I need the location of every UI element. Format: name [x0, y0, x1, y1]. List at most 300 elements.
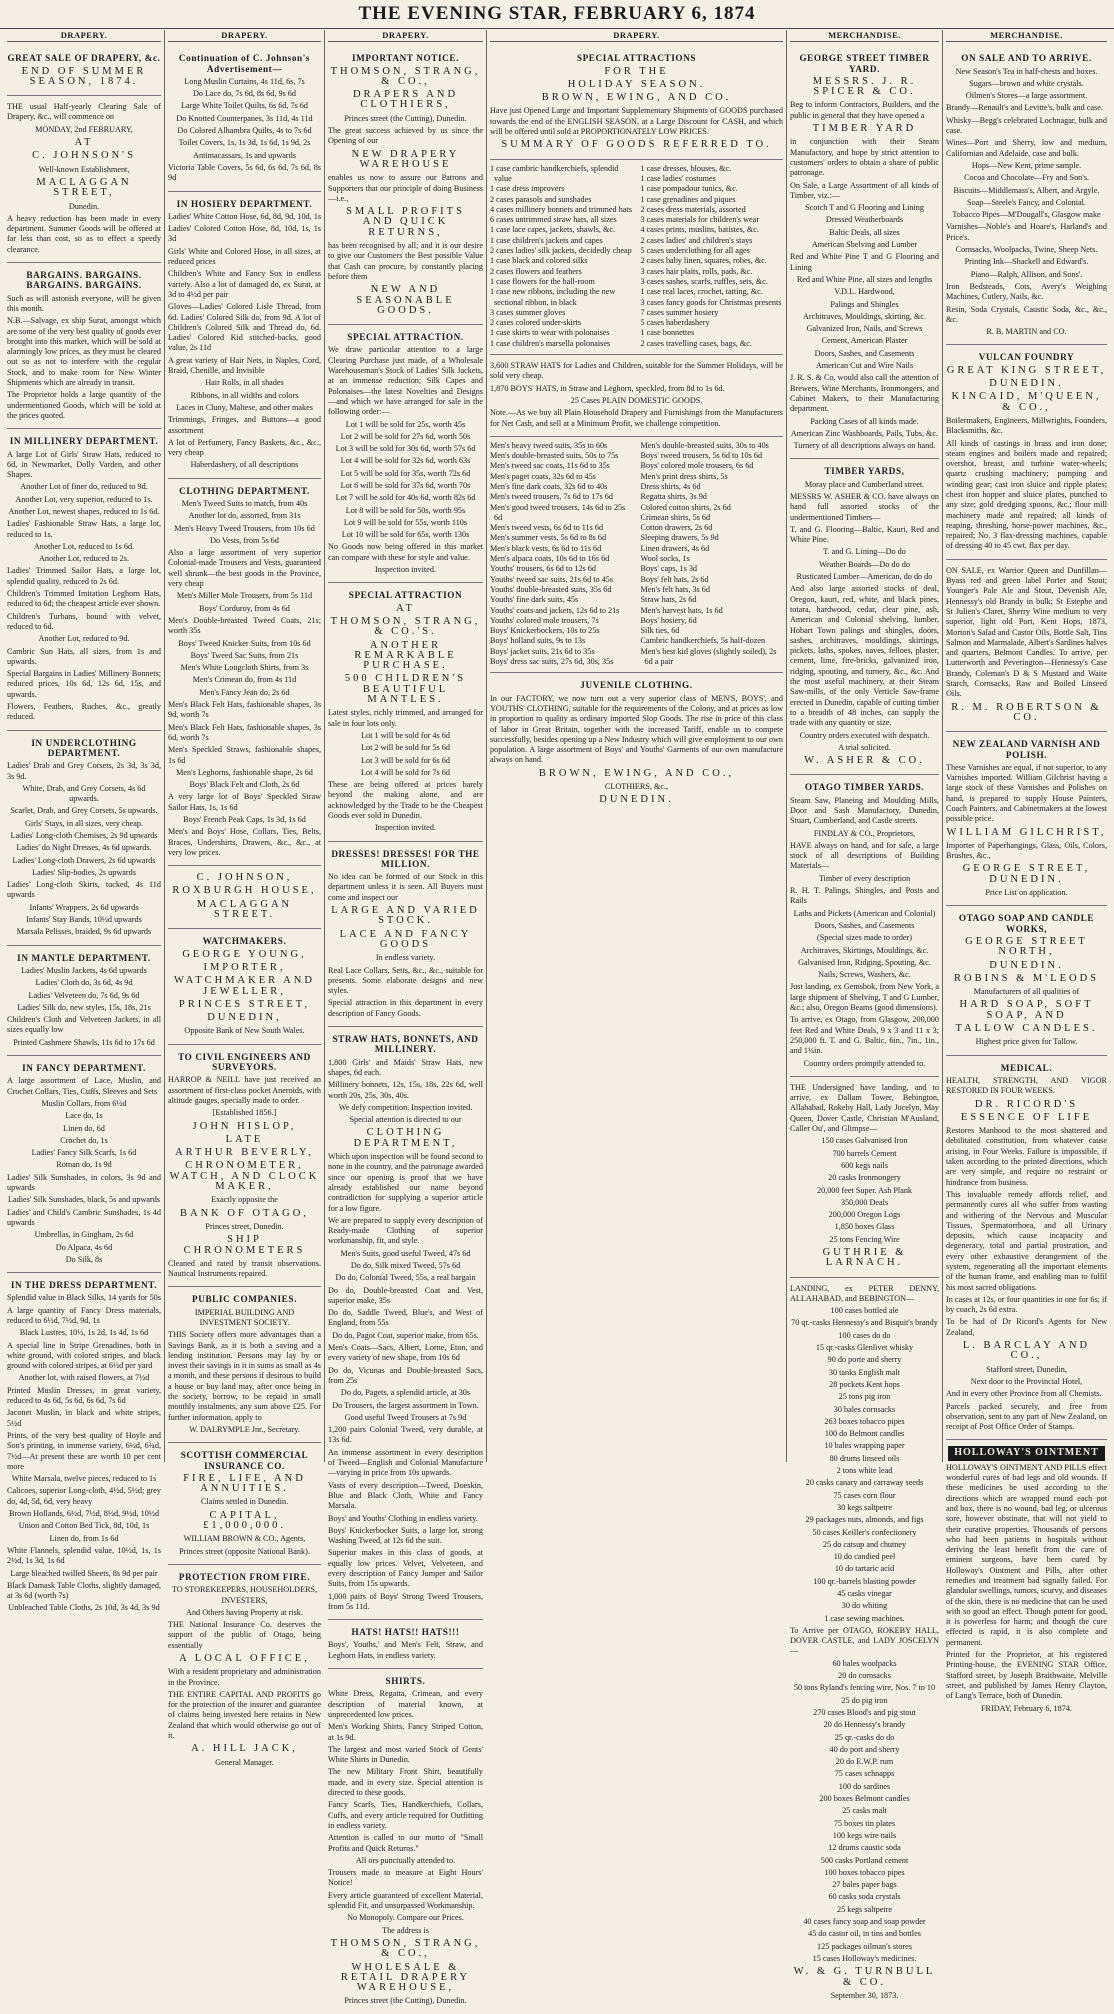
ad-line: 25 do pig iron — [841, 1695, 888, 1705]
ad-line: Ladies' do Night Dresses, 4s 6d upwards. — [16, 843, 152, 853]
ad-line: N.B.—Salvage, ex ship Surat, amongst which are some of the very best quality of goods ever brought into this market, which will be sold at alarmingly low prices, as they must be cleared out so as not to interfere with the regular Stock, and to make room for New Winter Shipments which are already in transit. — [7, 316, 161, 388]
ad-line: Boys' Knickerbockers, 10s to 25s — [490, 626, 600, 636]
ad-line: In our FACTORY, we now turn out a very superior class of MEN'S, BOYS', and YOUTHS' CLOTHING, suitable for the requirements of the Colony, and at prices as low in proportion to quality as ordinary imported Slop Goods. The rise in price of this class of labor in Great Britain, together with the increased Tariff, enable us to compete successfully, besides opening up a New Industry which will give employment to our own population. A large assortment of Boys' and Youths' Garments of our own manufacture always on hand. — [490, 693, 783, 765]
ad-line: Lace do, 1s — [65, 1111, 103, 1121]
ad-title: MEDICAL. — [1000, 1062, 1053, 1073]
ad-line: Such as will astonish everyone, will be given this month. — [7, 293, 161, 313]
ad-line: Men's alpaca coats, 10s 6d to 16s 6d — [490, 554, 610, 564]
ad-line: 45 casks vinegar — [837, 1589, 892, 1598]
ad-line: THE Undersigned have landing, and to arrive, ex Dallam Tower, Bebington, Allahabad, Rokeby Hall, Lady Jocelyn, May Queen, Dover Castle, Christian M'Ausland, Caller Ou', and Glimpse— — [790, 1082, 939, 1134]
advertisement — [790, 1077, 939, 1278]
ad-line: Ladies' Fancy Silk Scarfs, 1s 6d — [31, 1148, 137, 1158]
ad-line: 1 case lace capes, jackets, shawls, &c. — [490, 225, 616, 235]
ad-line: R. M. ROBERTSON & CO. — [951, 701, 1102, 723]
ad-line: 1,000 pairs of Boys' Strong Tweed Trousers, from 5s 11d. — [328, 1591, 483, 1611]
ad-line: 60 bales woolpacks — [832, 1658, 897, 1668]
ad-line: Moray place and Cumberland street. — [804, 479, 925, 489]
ad-line: 80 drums linseed oils — [829, 1453, 900, 1463]
ad-list — [490, 441, 783, 668]
ad-line: Printing Ink—Shackell and Edward's. — [964, 257, 1089, 267]
ad-line: R. B. MARTIN and CO. — [986, 327, 1067, 337]
ad-line: Haberdashery, of all descriptions — [190, 460, 299, 470]
ad-line: HAVE always on hand, and for sale, a large stock of all descriptions of Building Materials— — [790, 840, 939, 871]
ad-line: Attention is called to our motto of "Small Profits and Quick Returns." — [328, 1833, 483, 1853]
ad-line: JOHN HISLOP, — [192, 1120, 297, 1132]
ad-line: 1,800 Girls' and Maids' Straw Hats, new shapes, 6d each. — [328, 1057, 483, 1077]
ad-line: Children's Trimmed Imitation Leghorn Hats, reduced to 6d; the cheapest article ever shown. — [7, 589, 161, 609]
ad-line: 2 cases baby linen, squares, robes, &c. — [640, 256, 767, 266]
column-4 — [486, 30, 786, 1462]
ad-line: Printed Muslin Dresses, in great variety, reduced to 4s 6d, 5s 6d, 6s 6d, 7s 6d — [7, 1385, 161, 1406]
ad-line: Ladies' Muslin Jackets, 4s 6d upwards — [21, 965, 147, 975]
ad-line: 200 boxes Belmont candles — [819, 1794, 910, 1804]
ad-line: Children's Cloth and Velveteen Jackets, in all sizes equally low — [7, 1015, 161, 1035]
ad-line: 500 casks Portland cement — [820, 1855, 909, 1865]
advertisement — [490, 673, 783, 813]
ad-line: A special line in Stripe Grenadines, both in white ground, with colored stripes, and black ground with colored stripes, at 6½d per yard — [7, 1340, 161, 1371]
advertisement — [946, 732, 1107, 906]
ad-line: Sleeping drawers, 5s 9d — [640, 533, 719, 543]
ad-line: Boilermakers, Engineers, Millwrights, Founders, Blacksmiths, &c. — [946, 415, 1107, 436]
ad-line: Ladies' Cloth do, 3s 6d, 4s 9d — [35, 978, 133, 988]
ad-line: MESSRS. J. R. SPICER & CO. — [812, 75, 917, 98]
advertisement — [946, 46, 1107, 345]
ad-title: BARGAINS. BARGAINS. BARGAINS. BARGAINS. — [26, 270, 142, 291]
ad-line: Lot 1 will be sold for 4s 6d — [361, 730, 450, 740]
ad-line: All ors punctually attended to. — [355, 1855, 456, 1865]
ad-line: SUMMARY OF GOODS REFERRED TO. — [501, 139, 772, 151]
ad-line: 100 cases do do — [838, 1330, 891, 1340]
advertisement — [946, 906, 1107, 1055]
ad-line: Cornsacks, Woolpacks, Twine, Sheep Nets. — [955, 245, 1098, 255]
masthead: THE EVENING STAR, FEBRUARY 6, 1874 — [0, 0, 1114, 29]
ad-line: Youths' double-breasted suits, 35s 6d — [490, 584, 612, 594]
advertisement — [168, 1443, 321, 1565]
ad-line: Vasts of every description—Tweed, Doeskin, Blue and Black Cloth, White and Fancy Marsala. — [328, 1480, 483, 1511]
ad-line: Sugars—brown and white crystals. — [969, 78, 1084, 88]
column-heading: MERCHANDISE. — [790, 30, 939, 42]
ad-line: Toilet Covers, 1s, 1s 3d, 1s 6d, 1s 9d, 2s — [178, 138, 311, 148]
ad-line: We draw particular attention to a large Clearing Purchase just made, of a Wholesale Warehouseman's Stock of Ladies' Silk Jackets, at an immense reduction; Silk Capes and Polonaises—the latest Novelties and Designs—and which we have arranged for sale in the following order:— — [328, 345, 483, 417]
ad-line: 25 qr.-casks do do — [834, 1732, 895, 1742]
ad-line: Ladies' Long-cloth Chemises, 2s 9d upwards — [10, 831, 158, 840]
ad-line: GEORGE YOUNG, — [182, 948, 307, 960]
ad-line: Dressed Weatherboards — [825, 215, 904, 225]
ad-line: 3 cases materials for children's wear — [640, 215, 760, 225]
ad-line: And Others having Property at risk. — [186, 1607, 303, 1617]
ad-line: Next door to the Provincial Hotel, — [970, 1376, 1083, 1386]
ad-line: Boys', Youths,' and Men's Felt, Straw, and Leghorn Hats, in endless variety. — [328, 1640, 483, 1660]
ad-line: In endless variety. — [375, 953, 436, 963]
ad-line: No Goods now being offered in this market can compare with these for style and value. — [328, 542, 483, 562]
ad-line: The largest and most varied Stock of Gents' White Shirts in Dunedin. — [328, 1744, 483, 1765]
ad-line: To arrive, ex Otago, from Glasgow, 200,000 feet Red and White Deals, 9 x 3 and 11 x 3; 250,000 ft. T. and G. Baltic, 6in., 7in., 1in., and 1¼in. — [790, 1015, 939, 1056]
advertisement — [790, 775, 939, 1076]
ad-line: Ladies' Silk do, new styles, 15s, 18s, 21s — [17, 1002, 151, 1012]
ad-line: We defy competition. Inspection invited. — [338, 1102, 473, 1112]
ad-line: A large quantity of Fancy Dress materials, reduced to 6½d, 7½d, 9d, 1s — [7, 1305, 161, 1325]
ad-line: Ladies' Silk Sunshades, black, 5s and upwards — [7, 1195, 160, 1205]
ad-line: Just landing, ex Gemsbok, from New York, a large shipment of Shelving, T and G Lumber, &c.; also, Oregon Beams (good dimensions). — [790, 982, 939, 1013]
ad-line: Ladies' Velveteen do, 7s 6d, 9s 6d — [28, 990, 140, 1000]
ad-line: Trimmings, Fringes, and Buttons—a good assortment — [168, 415, 321, 435]
ad-line: 2 tons white lead — [836, 1466, 893, 1476]
ad-line: THOMSON, STRANG, & CO.'S. — [330, 615, 481, 638]
ad-line: 15 cases Holloway's medicines. — [812, 1953, 917, 1963]
ad-line: W. DALRYMPLE Jnr., Secretary. — [189, 1424, 300, 1434]
ad-line: 5 cases haberdashery — [640, 318, 710, 328]
ad-line: New Season's Tea in half-chests and boxes. — [955, 66, 1098, 76]
ad-line: DRAPERS AND CLOTHIERS, — [352, 89, 459, 111]
ad-title: GEORGE STREET TIMBER YARD. — [799, 53, 930, 74]
ad-line: Boys' Black Felt and Cloth, 2s 6d — [189, 780, 300, 790]
ad-line: Men's White Longcloth Shirts, from 3s — [180, 663, 309, 673]
ad-title: ON SALE AND TO ARRIVE. — [961, 53, 1092, 64]
ad-line: Brandy—Renault's and Levitte's, bulk and case. — [946, 103, 1103, 113]
ad-line: 4 cases prints, muslins, batistes, &c. — [640, 225, 759, 235]
ad-line: W. ASHER & CO. — [804, 755, 925, 767]
ad-line: 20 casks Ironmongery — [828, 1173, 901, 1183]
ad-line: 75 boxes tin plates — [833, 1818, 896, 1828]
ad-line: 28 pockets Kent hops — [829, 1379, 900, 1389]
ad-line: C. JOHNSON'S — [32, 150, 136, 162]
ad-line: Dress shirts, 4s 6d — [640, 481, 701, 491]
ad-line: Palings and Shingles — [830, 299, 899, 309]
ad-line: To be had of Dr Ricord's Agents for New Zealand, — [946, 1317, 1107, 1337]
ad-title: CLOTHING DEPARTMENT. — [179, 485, 310, 496]
ad-line: Which upon inspection will be found second to none in the country, and the patronage awarded since our opening is proof that we have already established our name beyond contradiction for supplying a superior article for a low figure. — [328, 1152, 483, 1213]
ad-line: 25 Cases PLAIN DOMESTIC GOODS. — [570, 395, 703, 405]
ad-line: White Flannels, splendid value, 10½d, 1s, 1s 2½d, 1s 3d, 1s 6d — [7, 1545, 161, 1566]
ad-line: 20 do E.W.P. rum — [835, 1757, 894, 1767]
ad-line: 3,600 STRAW HATS for Ladies and Children, suitable for the Summer Holidays, will be sold very cheap. — [490, 361, 783, 381]
ad-line: Linen drawers, 4s 6d — [640, 543, 710, 553]
ad-line: Dunedin. — [68, 201, 100, 211]
ad-line: 2 cases flowers and feathers — [490, 266, 582, 276]
ad-line: Do do, Vicunas and Double-breasted Sacs, from 25s — [328, 1365, 483, 1385]
ad-line: Printed for the Proprietor, at his registered Printing-house, the EVENING STAR Office, Stafford street, by Joseph Braithwaite, Melville street, and published by James Henry Clayton, of Lang's Terrace, both of Dunedin. — [946, 1650, 1107, 1701]
ad-line: THE National Insurance Co. deserves the support of the public of Otago, being essentially — [168, 1620, 321, 1650]
ad-line: FINDLAY & CO., Proprietors, — [813, 828, 916, 838]
advertisement — [168, 479, 321, 867]
ad-title: SPECIAL ATTRACTION. — [347, 332, 464, 343]
ad-line: Lot 3 will be sold for 6s 6d — [361, 755, 450, 765]
ad-line: MESSRS W. ASHER & CO. have always on hand full assorted stocks of the undermentioned Timbers— — [790, 491, 939, 522]
ad-line: Biscuits—Middlemass's, Albert, and Argyle. — [953, 185, 1100, 195]
ad-line: TO STOREKEEPERS, HOUSEHOLDERS, INVESTERS, — [171, 1585, 318, 1605]
ad-line: HEALTH, STRENGTH, AND VIGOR RESTORED IN FOUR WEEKS. — [946, 1075, 1107, 1096]
ad-line: DUNEDIN. — [599, 794, 674, 806]
ad-line: Ladies' Long-cloth Skirts, tucked, 4s 11d upwards — [7, 880, 161, 900]
ad-line: Men's best kid gloves (slightly soiled), 2s 6d a pair — [640, 646, 777, 667]
ad-line: ROXBURGH HOUSE, — [172, 885, 317, 897]
ad-line: Have just Opened Large and Important Supplementary Shipments of GOODS purchased towards the end of the ENGLISH SEASON, at a Large Discount for CASH, and which will be offered until sold at PROPORTIONATELY LOW PRICES. — [490, 106, 783, 137]
advertisement — [946, 345, 1107, 559]
ad-line: 1 case children's jackets and capes — [490, 235, 603, 245]
ad-line: Lot 1 will be sold for 25s, worth 45s — [345, 419, 466, 429]
ad-line: 75 cases schnapps — [834, 1769, 895, 1779]
ad-line: Lot 2 will be sold for 27s 6d, worth 50s — [340, 431, 471, 441]
ad-line: SHIP CHRONOMETERS — [183, 1234, 306, 1256]
ad-line: Princes street (opposite National Bank). — [179, 1546, 310, 1556]
advertisement — [328, 583, 483, 841]
ad-line: 25 casks malt — [842, 1806, 887, 1816]
ad-line: All kinds of castings in brass and iron done; steam engines and boilers made and repaired; overshot, breast, and turbine water-wheels; quartz crushing machinery; pumping and winding gear; cast iron sluice and ripple plates; chest iron hopper and sluice plates, punched to any size; gold dredging spoons, &c.; flour mill machinery made and repaired; all kinds of reaping, threshing, horse-power machines, &c., repaired; No. 3 flax-dressing machines, capable of dressing 40 to 45 cwt. flax per day. — [946, 438, 1107, 551]
advertisement — [790, 1278, 939, 2009]
ad-title: HATS! HATS!! HATS!!! — [351, 1627, 460, 1638]
ad-line: To Arrive per OTAGO, ROKEBY HALL, DOVER CASTLE, and LADY JOSCELYN— — [790, 1625, 939, 1656]
ad-line: Children's White and Fancy Sox in endless variety. Also a lot of damaged do, ex Surat, at 3d to 4½d per pair — [168, 269, 321, 299]
ad-line: Men's Working Shirts, Fancy Striped Cotton, at 1s 9d. — [328, 1722, 483, 1742]
ad-line: V.D.L. Hardwood, — [834, 287, 895, 297]
advertisement — [946, 1440, 1107, 1720]
advertisement — [168, 1287, 321, 1443]
ad-line: Manufacturers of all qualities of — [973, 987, 1080, 997]
ad-line: Youths' coats and jackets, 12s 6d to 21s — [490, 605, 620, 615]
ad-line: Men's Fancy Jean do, 2s 6d — [199, 687, 290, 697]
ad-title: JUVENILE CLOTHING. — [580, 680, 693, 691]
ad-line: 1,200 pairs Colonial Tweed, very durable, at 13s 6d. — [328, 1425, 483, 1445]
ad-line: Boys' dress sac suits, 27s 6d, 30s, 35s — [490, 657, 614, 667]
ad-line: Prints, of the very best quality of Hoyle and Son's printing, in immense variety, 6½d, 6¾d, 7½d—At present these are worth 10 per cent more — [7, 1430, 161, 1471]
ad-line: Superior makes in this class of goods, at equally low prices. Velvet, Velveteen, and every description of Fancy Jumper and Sailor Suits, from 15s upwards. — [328, 1548, 483, 1589]
ad-line: LARGE AND VARIED STOCK. — [331, 905, 480, 927]
ad-line: 100 cases bottled ale — [830, 1306, 899, 1316]
ad-line: 1 case dress improvers — [490, 184, 565, 194]
ad-line: 50 tons Ryland's fencing wire, Nos. 7 to 10 — [793, 1683, 936, 1693]
ad-line: HARROP & NEILL have just received an assortment of first-class pocket Aneroids, with altitude gauges, specially made to order. — [168, 1075, 321, 1105]
ad-line: CLOTHIERS, &c., — [604, 782, 669, 791]
column-5 — [786, 30, 942, 2000]
ad-line: has been recognised by all; and it is our desire to give our Customers the Best possible Value that Cash can procure, by constantly placing before them — [328, 241, 483, 281]
ad-line: R. H. T. Palings, Shingles, and Posts and Rails — [790, 886, 939, 906]
ad-line: With a resident proprietary and administration in the Province. — [168, 1667, 321, 1687]
ad-line: A. HILL JACK, — [191, 1743, 298, 1755]
ad-line: A LOCAL OFFICE, — [179, 1653, 310, 1664]
ad-line: GEORGE STREET, DUNEDIN. — [962, 863, 1091, 885]
ad-line: Men's tweed trousers, 7s 6d to 17s 6d — [490, 492, 613, 502]
ad-line: THOMSON, STRANG, & CO., — [330, 1937, 481, 1960]
ad-line: Special Bargains in Ladies' Millinery Bonnets; reduced prices, 10s 6d, 12s 6d, 15s, and upwards. — [7, 669, 161, 699]
ad-line: 1 case dresses, blouses, &c. — [640, 163, 732, 173]
ad-line: Lot 3 will be sold for 30s 6d, worth 57s 6d — [335, 444, 476, 454]
ad-line: Children's Turbans, bound with velvet, reduced to 6d. — [7, 611, 161, 631]
ad-line: 100 do sardines — [838, 1781, 891, 1791]
ad-line: DUNEDIN. — [989, 378, 1064, 390]
ad-line: 200,000 Oregon Logs — [828, 1210, 901, 1220]
ad-line: Another lot do, assorted, from 31s — [188, 511, 301, 521]
ad-line: Crimean shirts, 5s 6d — [640, 512, 711, 522]
ad-line: Red and White Pine T and G Flooring and Lining — [790, 252, 939, 272]
ad-line: 1 case cambric handkerchiefs, splendid value — [490, 163, 619, 183]
ad-line: A great variety of Hair Nets, in Naples, Cord, Braid, Chenille, and Invisible — [168, 355, 321, 376]
ad-line: IMPERIAL BUILDING AND INVESTMENT SOCIETY. — [194, 1307, 295, 1327]
ad-line: Boys' Knickerbocker Suits, a large lot, strong Washing Tweed, at 12s 6d the suit. — [328, 1525, 483, 1546]
ad-line: Muslin Collars, from 6½d — [41, 1098, 127, 1108]
ad-line: Men's Leghorns, fashionable shape, 2s 6d — [176, 767, 313, 777]
advertisement — [328, 46, 483, 325]
advertisement — [168, 46, 321, 191]
ad-line: Do do, Pagets, a splendid article, at 30s — [340, 1388, 471, 1398]
ad-line: Men's Coats—Sacs, Albert, Lorne, Eton, and every variety of new shape, from 10s 6d — [328, 1343, 483, 1363]
ad-line: HOLIDAY SEASON. — [567, 78, 706, 90]
ad-line: These are being offered at prices barely beyond the making alone, and are acknowledged by the Trade to be the Cheapest Goods ever sold in Dunedin. — [328, 780, 483, 820]
ad-line: Cleaned and rated by transit observations. Nautical Instruments repaired. — [168, 1258, 321, 1279]
ad-line: 10 bales wrapping paper — [824, 1441, 905, 1451]
ad-line: Do Colored Alhambra Quilts, 4s to 7s 6d — [177, 126, 312, 136]
ad-line: BROWN, EWING, AND CO. — [541, 92, 732, 104]
ad-line: Lot 4 will be sold for 32s 6d, worth 63s — [340, 456, 471, 466]
advertisement — [490, 46, 783, 159]
ad-line: Another Lot, reduced to 2s. — [38, 554, 130, 564]
ad-line: Resin, Soda Crystals, Caustic Soda, &c., &c., &c. — [946, 304, 1107, 324]
ad-line: Parcels packed securely, and free from observation, sent to any part of New Zealand, on receipt of Post Office Order of Stamps. — [946, 1401, 1107, 1432]
ad-line: Do Knotted Counterpanes, 3s 11d, 4s 11d — [176, 113, 313, 123]
ad-line: 2 cases dress materials, assorted — [640, 204, 746, 214]
advertisement — [328, 842, 483, 1027]
ad-line: White Dress, Regatta, Crimean, and every description of material known, at unprecedented low prices. — [328, 1689, 483, 1719]
ad-line: Wool socks, 1s — [640, 554, 690, 564]
ad-line: Men's print dress shirts, 5s — [640, 471, 728, 481]
ad-line: Ladies' Trimmed Sailor Hats, a large lot, splendid quality, reduced to 2s 6d. — [7, 566, 161, 586]
ad-line: Lot 5 will be sold for 35s, worth 72s 6d — [340, 468, 471, 478]
ad-title: VULCAN FOUNDRY — [978, 352, 1075, 363]
ad-line: Turnery of all descriptions always on hand. — [793, 441, 936, 451]
ad-line: Piano—Ralph, Allison, and Sons'. — [970, 269, 1083, 279]
ad-line: 500 CHILDREN'S BEAUTIFUL MANTLES. — [344, 673, 467, 706]
ad-line: Another Lot, reduced to 9d. — [38, 634, 130, 644]
ad-line: ANOTHER REMARKABLE PURCHASE. — [354, 639, 457, 672]
ad-line: Umbrellas, in Gingham, 2s 6d — [34, 1230, 134, 1240]
ad-line: Ladies' Drab and Grey Corsets, 2s 3d, 3s 3d, 3s 9d. — [7, 761, 161, 781]
ad-title: STRAW HATS, BONNETS, AND MILLINERY. — [332, 1034, 479, 1055]
ad-line: No Monopoly. Compare our Prices. — [347, 1913, 464, 1923]
advertisement — [490, 355, 783, 437]
advertisement — [328, 1669, 483, 2014]
ad-line: Architraves, Mouldings, skirting, &c. — [802, 311, 927, 321]
ad-line: Boys' and Youths' Clothing in endless variety. — [328, 1513, 478, 1523]
ad-line: Infants' Wrappers, 2s 6d upwards — [29, 902, 139, 912]
ad-line: Silk ties, 6d — [640, 626, 680, 636]
ad-line: Boys' colored mole trousers, 6s 6d — [640, 461, 754, 471]
ad-line: The new Military Front Shirt, beautifully made, and in every size. Special attention is directed to these goods. — [328, 1767, 483, 1798]
ad-line: 25 tons Fencing Wire — [829, 1234, 900, 1244]
ad-line: Cement, American Plaster — [821, 336, 908, 346]
ad-line: IMPORTER, — [203, 961, 286, 973]
ad-line: And also large assorted stocks of deal, Oregon, kauri, red, white, and black pines, totara, hardwood, cedar, clear pine, ash, American and Colonial shelving, lumber, Hobart Town palings and shingles, doors, sashes, architraves, mouldings, skirtings, pickets, laths, spokes, naves, felloes, plaster, cement, lime, fire-bricks, galvanized iron, ridging, spouting, and turnery, &c., &c. And the most useful machinery, at their Steam Saw-mills, of the only Verticle Saw-frame erected in Dunedin, capable of cutting timber to a breadth of 48 inches, can supply the trade with any quantity or size. — [790, 584, 939, 728]
ad-line: 1 case skirts to wear with polonaises — [490, 328, 610, 338]
ad-line: Colored cotton shirts, 2s 6d — [640, 502, 731, 512]
ad-line: 45 do castor oil, in tins and bottles — [808, 1929, 921, 1939]
ad-line: 60 casks soda crystals — [828, 1892, 901, 1902]
ad-title: SPECIAL ATTRACTION — [348, 590, 463, 601]
ad-line: Millinery bonnets, 12s, 15s, 18s, 22s 6d, well worth 20s, 25s, 30s, 40s. — [328, 1080, 483, 1100]
ad-line: Boys' Tweed Knicker Suits, from 10s 6d — [178, 638, 311, 648]
ad-line: Another Lot, very superior, reduced to 1s. — [15, 494, 153, 504]
ad-line: 3 cases sashes, scarfs, ruffles, sets, &c. — [640, 276, 768, 286]
ad-line: Regatta shirts, 3s 9d — [640, 492, 707, 502]
ad-line: Men's Tweed Suits to match, from 40s — [181, 498, 308, 508]
ad-line: MACLAGGAN STREET. — [196, 898, 293, 921]
ad-line: Gloves—Ladies' Colored Lisle Thread, from 6d. Ladies' Colored Silk do, from 9d. A lot of Children's Colored Silk and Thread do, 6d. Ladies' Colored Kid stitched-backs, good value, 2s 11d — [168, 302, 321, 353]
ad-line: 30 tanks English malt — [828, 1367, 901, 1377]
advertisement — [946, 1056, 1107, 1441]
advertisement — [7, 429, 161, 730]
ad-line: Architraves, Skirtings, Mouldings, &c. — [800, 945, 929, 955]
ad-line: These Varnishes are equal, if not superior, to any Varnishes imported. William Gilchrist having a large stock of these Varnishes and Polishes on hand, is prepared to supply House Painters, Coach Painters, and Cabinetmakers at the lowest possible price. — [946, 762, 1107, 824]
ad-line: 2 cases parasols and sunshades — [490, 194, 592, 204]
column-1 — [4, 30, 164, 1613]
ad-line: Youths' colored mole trousers, 7s — [490, 615, 599, 625]
ad-title: DRESSES! DRESSES! FOR THE MILLION. — [331, 848, 480, 869]
ad-line: A very large lot of Boys' Speckled Straw Sailor Hats, 1s, 1s 6d — [168, 792, 321, 812]
ad-line: Doors, Sashes, and Casements — [814, 348, 915, 358]
ad-line: THOMSON, STRANG, & CO., — [330, 65, 481, 87]
ad-line: MACLAGGAN STREET, — [36, 176, 132, 199]
ad-line: 12 drums caustic soda — [828, 1843, 901, 1853]
ad-line: 3 cases summer gloves — [490, 307, 566, 317]
ad-line: Fancy Scarfs, Ties, Handkerchiefs, Collars, Cuffs, and every article required for Outfitting in endless variety. — [328, 1800, 483, 1830]
ad-line: Men's good tweed trousers, 14s 6d to 25s 6d — [490, 502, 626, 522]
ad-line: Boys' caps, 1s 3d — [640, 564, 698, 574]
ad-line: Weather Boards—Do do do — [819, 559, 910, 569]
ad-line: Large bleached twilled Sheets, 8s 9d per pair — [10, 1568, 158, 1578]
ad-line: PRINCES STREET, — [178, 998, 311, 1010]
advertisement — [328, 1027, 483, 1620]
ad-line: 2 cases ladies' and children's stays — [640, 235, 753, 245]
ad-list — [490, 164, 783, 349]
ad-line: Men's Speckled Straws, fashionable shapes, 1s 6d — [168, 745, 321, 765]
ad-line: BROWN, EWING, AND CO., — [538, 767, 735, 779]
ad-line: White, Drab, and Grey Corsets, 4s 6d upwards. — [22, 783, 146, 804]
ad-line: TALLOW CANDLES. — [955, 1023, 1098, 1035]
ad-line: DUNEDIN, — [207, 1012, 282, 1024]
ad-line: Men's Suits, good useful Tweed, 47s 6d — [340, 1248, 471, 1258]
advertisement — [790, 459, 939, 775]
ad-line: 3 cases fancy goods for Christmas presents — [640, 297, 782, 307]
ad-title: TIMBER YARDS, — [824, 466, 905, 477]
ad-line: Wines—Port and Sherry, low and medium, Californian and Adelaide, case and bulk. — [946, 138, 1107, 158]
ad-line: Girls' White and Colored Hose, in all sizes, at reduced prices — [168, 246, 321, 267]
ad-line: DR. RICORD'S — [974, 1098, 1079, 1110]
ad-line: THE ENTIRE CAPITAL AND PROFITS go for the protection of the insurer and guarantee of claims being invested here retains in New Zealand that which would otherwise go out of it. — [168, 1689, 321, 1741]
ad-line: Ladies' Fashionable Straw Hats, a large lot, reduced to 1s. — [7, 519, 161, 539]
ad-line: Lot 8 will be sold for 50s, worth 95s — [345, 505, 466, 515]
ad-line: WILLIAM BROWN & CO., Agents, — [183, 1534, 306, 1544]
ad-line: Timber of every description — [818, 873, 911, 883]
ad-title: GREAT SALE OF DRAPERY, &c. — [7, 53, 161, 64]
ad-line: J. R. S. & Co. would also call the attention of Brewers, Wine Merchants, Ironmongers, and Cabinet Makers, to their Manufacturing department. — [790, 373, 939, 414]
ad-line: Whisky—Begg's celebrated Lochnagar, bulk and case. — [946, 115, 1107, 136]
ad-line: Scotch T and G Flooring and Lining — [805, 203, 924, 213]
ad-line: 2 cases travelling cases, bags, &c. — [640, 338, 752, 348]
ad-line: 125 packages oilman's stores — [817, 1941, 912, 1951]
ad-line: Boys' Corduroy, from 4s 6d — [199, 603, 290, 613]
ad-line: Another Lot, newest shapes, reduced to 1s 6d. — [8, 506, 160, 516]
ad-line: 75 cases corn flour — [833, 1490, 896, 1500]
ad-line: (Special sizes made to order) — [816, 933, 913, 943]
ad-line: 1 case bonnettes — [640, 328, 695, 338]
ad-line: KINCAID, M'QUEEN, & CO., — [951, 391, 1102, 413]
advertisement — [7, 946, 161, 1056]
ad-line: Opposite Bank of New South Wales. — [184, 1026, 305, 1036]
ad-line: Do do, Saddle Tweed, Blue's, and West of England, from 55s — [328, 1308, 483, 1328]
advertisement — [490, 160, 783, 355]
ad-title: PUBLIC COMPANIES. — [192, 1294, 297, 1305]
advertisement — [168, 192, 321, 479]
ad-line: Packing Cases of all kinds made. — [810, 416, 919, 426]
ad-line: Baltic Deals, all sizes — [829, 227, 900, 237]
